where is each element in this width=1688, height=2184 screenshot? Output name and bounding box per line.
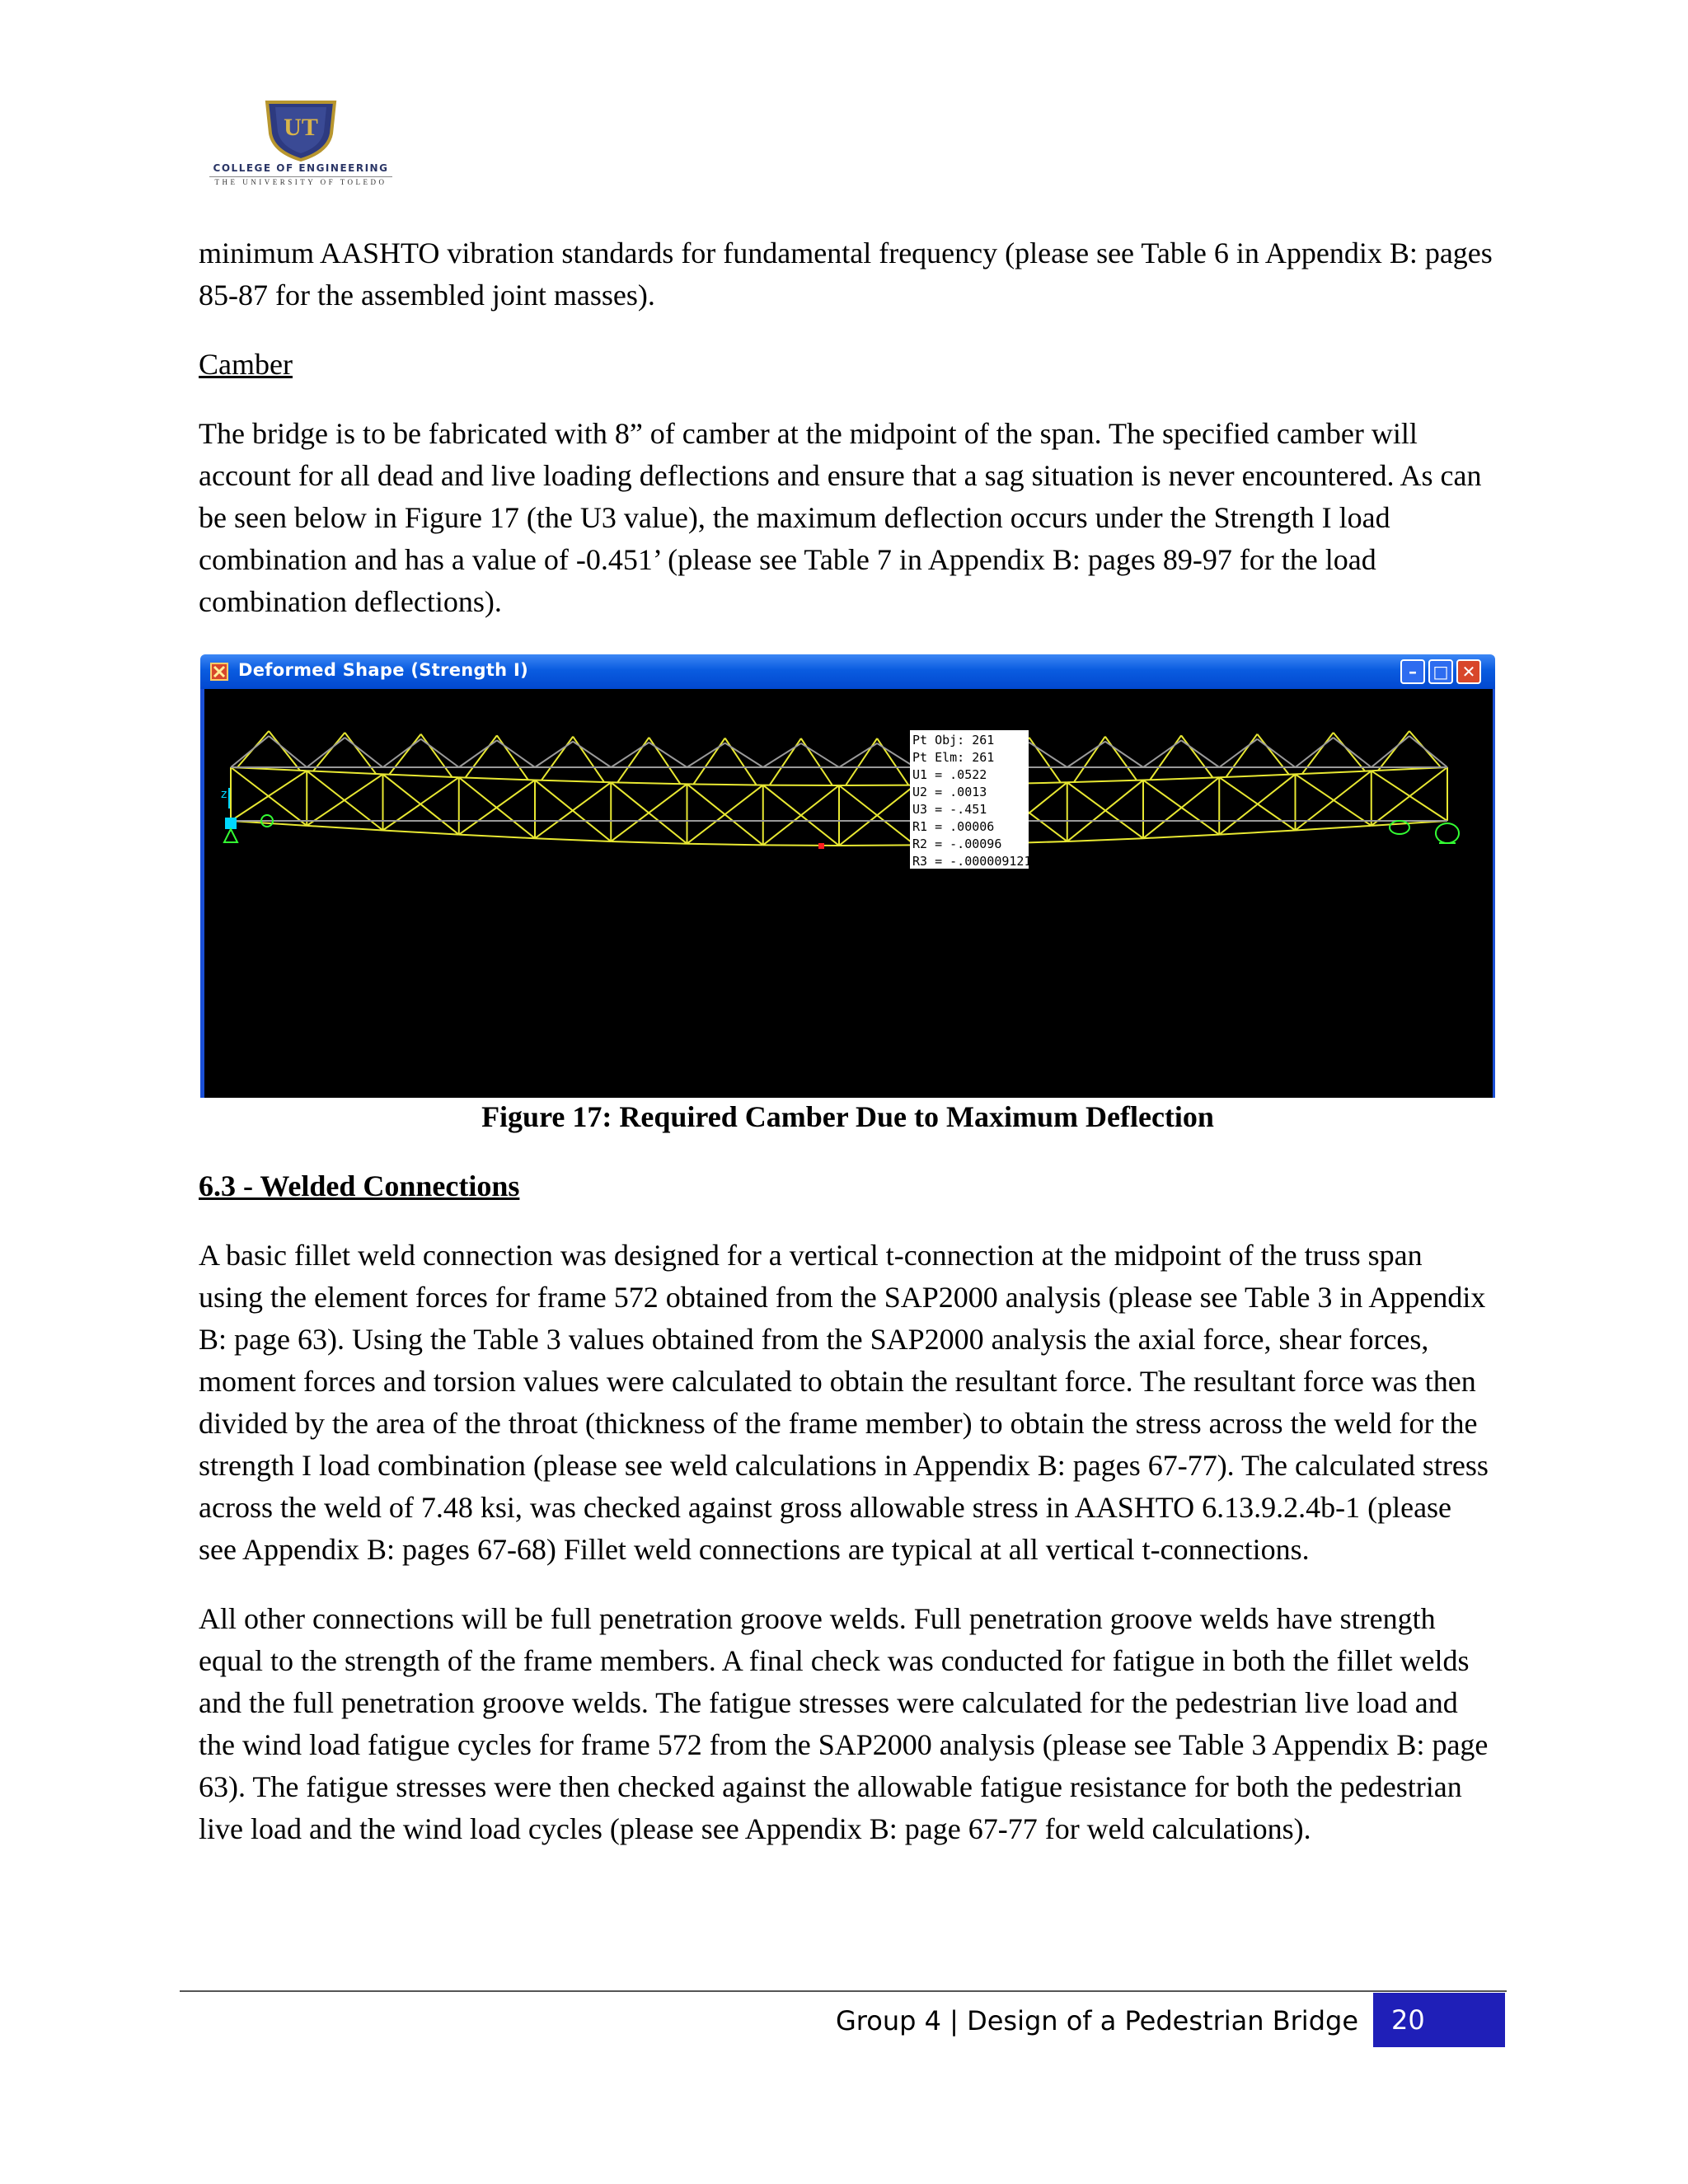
top-chord-member (1296, 771, 1372, 774)
undeformed-roof-member (1372, 736, 1409, 767)
page-number: 20 (1391, 2004, 1425, 2036)
groove-weld-paragraph: All other connections will be full penetration groove welds. Full penetration groove welds have strength equal to the strength of the frame members. A final check was conducted for fatigue in both the fillet welds and the full penetration groove welds. The fatigue stresses were calculated for the pedestrian live load and the wind load fatigue cycles for frame 572 from the SAP2000 analysis (please see Table 3 Appendix B: page 63). The fatigue stresses were then checked against the allowable fatigue resistance for both the pedestrian live load and the wind load cycles (please see Appendix B: page 67-77 for weld calculations). (199, 1602, 1489, 1845)
undeformed-roof-member (763, 743, 801, 767)
tooltip-line: Pt Elm: 261 (912, 750, 995, 765)
diagonal-member (1219, 774, 1295, 834)
diagonal-member (231, 771, 307, 821)
diagonal-member (1372, 767, 1447, 826)
undeformed-roof-member (459, 740, 497, 767)
figure-caption: Figure 17: Required Camber Due to Maximum Deflection (481, 1100, 1214, 1133)
top-chord-member (383, 774, 459, 777)
close-icon: ✕ (1461, 662, 1476, 682)
app-icon (210, 663, 228, 681)
undeformed-roof-member (1296, 738, 1334, 767)
top-chord-member (1143, 777, 1219, 780)
bottom-chord-member (459, 835, 535, 839)
roof-member (390, 734, 421, 775)
bottom-chord-member (535, 838, 611, 841)
bottom-chord-member (763, 845, 839, 846)
top-chord-member (687, 784, 763, 785)
footer-title: Group 4 | Design of a Pedestrian Bridge (835, 2005, 1358, 2036)
top-chord-member (307, 771, 382, 774)
top-chord-member (1067, 780, 1143, 783)
bottom-chord-member (1296, 826, 1372, 831)
undeformed-roof-member (1257, 739, 1295, 767)
undeformed-roof-member (231, 736, 269, 767)
bottom-chord-member (1067, 838, 1143, 841)
undeformed-roof-member (1181, 740, 1219, 767)
tooltip-line: U2 = .0013 (912, 785, 987, 799)
model-viewport[interactable] (200, 689, 1495, 1098)
undeformed-roof-member (725, 743, 763, 767)
camber-paragraph: The bridge is to be fabricated with 8” of camber at the midpoint of the span. The specified camber will account for all dead and live loading deflections and ensure that a sag situation is never encountered. As can be seen below in Figure 17 (the U3 value), the maximum deflection occurs under the Strength I load combination and has a value of -0.451’ (please see Table 7 in Appendix B: pages 89-97 for the load combination deflections). (199, 417, 1482, 618)
top-chord-member (535, 780, 611, 783)
undeformed-roof-member (269, 736, 307, 767)
diagonal-member (1067, 780, 1143, 841)
roof-member (466, 735, 497, 777)
undeformed-roof-member (801, 743, 839, 767)
top-chord-member (459, 777, 535, 780)
diagonal-member (1143, 777, 1219, 838)
axis-z-label: z (221, 788, 227, 801)
bottom-chord-member (1143, 835, 1219, 839)
tooltip-line: Pt Obj: 261 (912, 733, 995, 748)
bottom-chord-member (839, 845, 915, 846)
diagonal-member (611, 784, 687, 841)
bottom-chord-member (383, 830, 459, 834)
window-title: Deformed Shape (Strength I) (238, 660, 529, 680)
undeformed-roof-member (383, 739, 421, 767)
roof-member (542, 737, 573, 780)
undeformed-roof-member (345, 738, 382, 767)
bottom-chord-member (611, 841, 687, 844)
roof-member (1181, 735, 1212, 777)
diagonal-member (459, 780, 535, 835)
undeformed-roof-member (421, 739, 459, 767)
college-logo (198, 97, 404, 196)
top-chord-member (611, 782, 687, 784)
roof-member (1226, 734, 1257, 778)
body-lower (199, 1165, 1493, 1877)
camber-heading: Camber (199, 348, 293, 381)
diagonal-member (535, 782, 611, 838)
roof-member (269, 731, 300, 771)
page-number-box (1373, 1993, 1505, 2047)
fillet-weld-paragraph: A basic fillet weld connection was designed for a vertical t-connection at the midpoint of the truss span using the element forces for frame 572 obtained from the SAP2000 analysis (please see Table 3 in Appendix B: page 63). Using the Table 3 values obtained from the SAP2000 analysis the axial force, shear forces, moment forces and torsion values were calculated to obtain the resultant force. The resultant force was then divided by the area of the throat (thickness of the frame member) to obtain the stress across the weld for the strength I load combination (please see weld calculations in Appendix B: pages 67-77). The calculated stress across the weld of 7.48 ksi, was checked against gross allowable stress in AASHTO 6.13.9.2.4b-1 (please see Appendix B: pages 67-68) Fillet weld connections are typical at all vertical t-connections. (199, 1239, 1489, 1566)
section-heading: 6.3 - Welded Connections (199, 1169, 520, 1202)
undeformed-roof-member (1409, 736, 1447, 767)
roof-member (1257, 734, 1288, 775)
roof-member (497, 735, 528, 780)
tooltip-line: U3 = -.451 (912, 802, 987, 817)
minimize-icon: – (1409, 662, 1417, 682)
maximize-icon: □ (1432, 662, 1449, 682)
minimize-button[interactable] (1400, 659, 1425, 684)
roof-member (694, 738, 725, 785)
undeformed-roof-member (687, 743, 725, 767)
logo-initials: UT (284, 114, 318, 141)
sap2000-deformed-shape-window (200, 654, 1495, 1098)
body-upper (199, 232, 1493, 650)
roof-member (1150, 735, 1181, 780)
logo-divider (209, 176, 392, 177)
bottom-chord-member (687, 844, 763, 846)
selected-point-marker (818, 843, 824, 849)
undeformed-roof-member (649, 743, 687, 767)
roof-member (313, 733, 345, 771)
college-name: COLLEGE OF ENGINEERING (213, 162, 389, 174)
undeformed-roof-member (1219, 739, 1257, 767)
point-info-tooltip (910, 730, 1032, 869)
roof-member (1334, 733, 1365, 771)
roof-member (1105, 737, 1137, 780)
bottom-chord-member (1219, 830, 1295, 834)
bottom-chord-member (307, 826, 382, 831)
top-chord-member (1219, 774, 1295, 777)
tooltip-line: R3 = -.000009121 (912, 854, 1032, 869)
roof-member (1378, 731, 1409, 771)
undeformed-roof-member (307, 738, 345, 767)
tooltip-line: R1 = .00006 (912, 819, 995, 834)
undeformed-roof-member (839, 743, 877, 767)
diagonal-member (383, 777, 459, 830)
truss-drawing (204, 689, 1493, 1098)
undeformed-roof-member (1334, 738, 1372, 767)
maximize-button[interactable] (1428, 659, 1453, 684)
close-button[interactable] (1456, 659, 1481, 684)
university-name: THE UNIVERSITY OF TOLEDO (214, 178, 387, 186)
shield-icon (262, 97, 340, 162)
window-titlebar (200, 654, 1495, 689)
diagonal-member (307, 774, 382, 825)
roof-member (421, 734, 452, 778)
tooltip-line: U1 = .0522 (912, 767, 987, 782)
tooltip-line: R2 = -.00096 (912, 837, 1002, 851)
intro-paragraph: minimum AASHTO vibration standards for fundamental frequency (please see Table 6 in Appendix B: pages 85-87 for the assembled joint masses). (199, 237, 1493, 312)
footer-divider (180, 1990, 1507, 1992)
